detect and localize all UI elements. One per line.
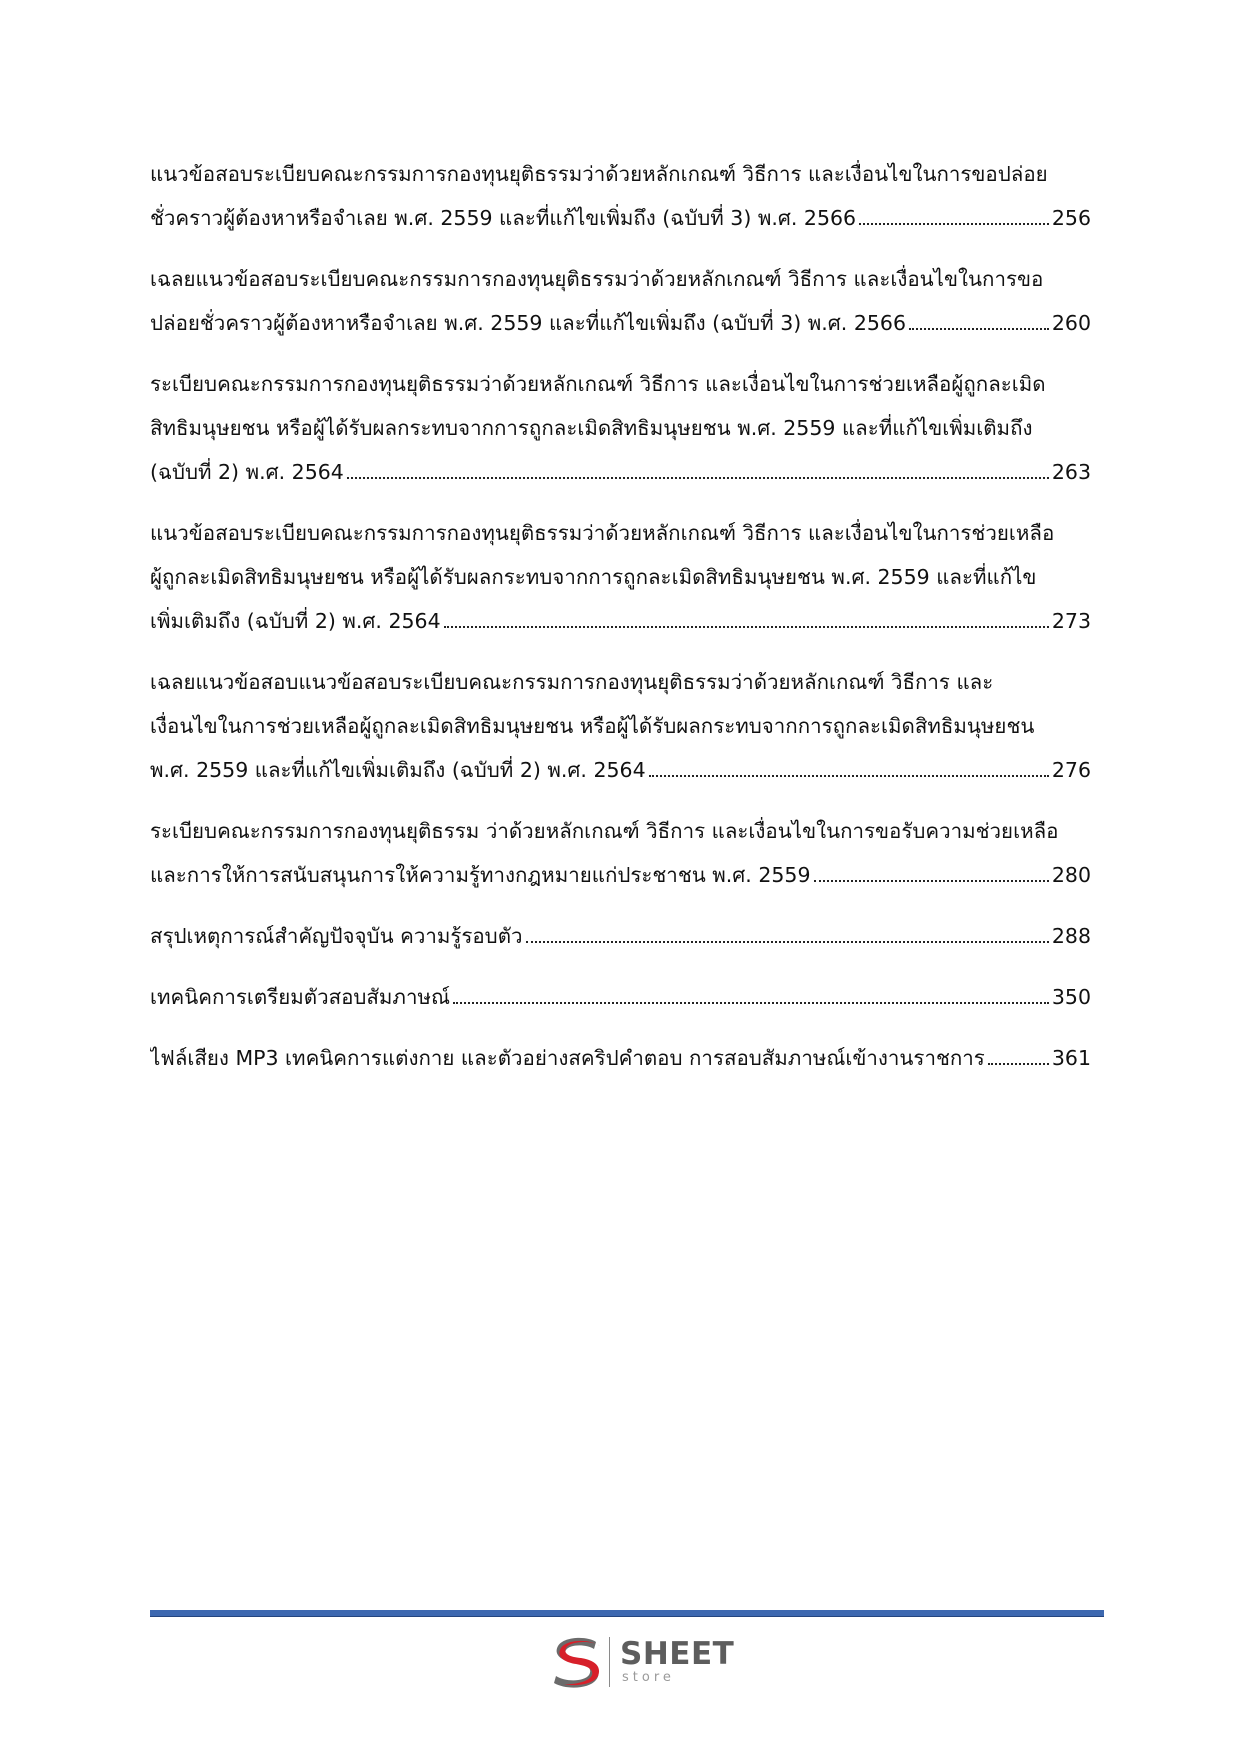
- toc-entry-last-line: [150, 853, 1091, 897]
- toc-entry-last-line: [150, 975, 1091, 1019]
- toc-entry-title-line: สรุปเหตุการณ์สำคัญปัจจุบัน ความรู้รอบตัว: [150, 924, 523, 948]
- toc-entry-title-line: ระเบียบคณะกรรมการกองทุนยุติธรรม ว่าด้วยหลักเกณฑ์ วิธีการ และเงื่อนไขในการขอรับความช่วยเหลือ: [150, 819, 1059, 843]
- toc-entry-title-line: เพิ่มเติมถึง (ฉบับที่ 2) พ.ศ. 2564: [150, 609, 441, 633]
- toc-dot-leader: [859, 223, 1049, 225]
- toc-entry-title-line: ปล่อยชั่วคราวผู้ต้องหาหรือจำเลย พ.ศ. 2559 และที่แก้ไขเพิ่มถึง (ฉบับที่ 3) พ.ศ. 2566: [150, 311, 906, 335]
- toc-page-number: 263: [1051, 460, 1091, 484]
- toc-entry[interactable]: [150, 257, 1091, 345]
- toc-page-number: 260: [1051, 311, 1091, 335]
- toc-dot-leader: [444, 626, 1049, 628]
- footer-divider: [150, 1610, 1104, 1617]
- toc-dot-leader: [909, 328, 1049, 330]
- toc-entry-last-line: [150, 599, 1091, 643]
- toc-entry[interactable]: [150, 362, 1091, 494]
- toc-entry-title-line: ระเบียบคณะกรรมการกองทุนยุติธรรมว่าด้วยหลักเกณฑ์ วิธีการ และเงื่อนไขในการช่วยเหลือผู้ถูกละเมิด: [150, 372, 1046, 396]
- toc-entry-title-line: แนวข้อสอบระเบียบคณะกรรมการกองทุนยุติธรรมว่าด้วยหลักเกณฑ์ วิธีการ และเงื่อนไขในการขอปล่อย: [150, 162, 1048, 186]
- toc-entry-title-line: แนวข้อสอบระเบียบคณะกรรมการกองทุนยุติธรรมว่าด้วยหลักเกณฑ์ วิธีการ และเงื่อนไขในการช่วยเหลือ: [150, 521, 1055, 545]
- toc-dot-leader: [988, 1063, 1049, 1065]
- toc-entry[interactable]: [150, 914, 1091, 958]
- toc-page-number: 288: [1051, 924, 1091, 948]
- toc-entry[interactable]: [150, 511, 1091, 643]
- toc-page-number: 273: [1051, 609, 1091, 633]
- toc-entry-last-line: [150, 914, 1091, 958]
- toc-entry-title-line: ชั่วคราวผู้ต้องหาหรือจำเลย พ.ศ. 2559 และที่แก้ไขเพิ่มถึง (ฉบับที่ 3) พ.ศ. 2566: [150, 206, 857, 230]
- toc-entry[interactable]: [150, 660, 1091, 792]
- logo-brand-text: SHEET: [620, 1636, 735, 1672]
- toc-entry[interactable]: [150, 152, 1091, 240]
- toc-entry-last-line: [150, 301, 1091, 345]
- toc-entry[interactable]: [150, 809, 1091, 897]
- toc-entry[interactable]: [150, 975, 1091, 1019]
- toc-entry-last-line: [150, 748, 1091, 792]
- toc-entry-last-line: [150, 1036, 1091, 1080]
- toc-entry-title-line: (ฉบับที่ 2) พ.ศ. 2564: [150, 460, 344, 484]
- toc-dot-leader: [649, 775, 1049, 777]
- sheet-store-s-logo-icon: [548, 1634, 610, 1690]
- toc-entry-title-line: ผู้ถูกละเมิดสิทธิมนุษยชน หรือผู้ได้รับผลกระทบจากการถูกละเมิดสิทธิมนุษยชน พ.ศ. 2559 และที่แก้ไข: [150, 565, 1037, 589]
- toc-entry-title-line: สิทธิมนุษยชน หรือผู้ได้รับผลกระทบจากการถูกละเมิดสิทธิมนุษยชน พ.ศ. 2559 และที่แก้ไขเพิ่มเติมถึง: [150, 416, 1033, 440]
- toc-entry-title-line: เทคนิคการเตรียมตัวสอบสัมภาษณ์: [150, 985, 450, 1009]
- toc-entry-last-line: [150, 196, 1091, 240]
- sheet-store-logo: [548, 1632, 735, 1692]
- toc-page-number: 280: [1051, 863, 1091, 887]
- toc-entry[interactable]: [150, 1036, 1091, 1080]
- toc-entry-title-line: พ.ศ. 2559 และที่แก้ไขเพิ่มเติมถึง (ฉบับที่ 2) พ.ศ. 2564: [150, 758, 646, 782]
- toc-dot-leader: [814, 880, 1049, 882]
- toc-dot-leader: [347, 477, 1049, 479]
- toc-entry-last-line: [150, 450, 1091, 494]
- toc-dot-leader: [526, 941, 1049, 943]
- toc-entry-title-line: และการให้การสนับสนุนการให้ความรู้ทางกฎหมายแก่ประชาชน พ.ศ. 2559: [150, 863, 811, 887]
- toc-page-number: 276: [1051, 758, 1091, 782]
- table-of-contents: [150, 152, 1091, 1097]
- toc-entry-title-line: เฉลยแนวข้อสอบแนวข้อสอบระเบียบคณะกรรมการกองทุนยุติธรรมว่าด้วยหลักเกณฑ์ วิธีการ และ: [150, 670, 994, 694]
- logo-subtext: store: [622, 1670, 675, 1685]
- toc-entry-title-line: เงื่อนไขในการช่วยเหลือผู้ถูกละเมิดสิทธิมนุษยชน หรือผู้ได้รับผลกระทบจากการถูกละเมิดสิทธิมนุษยชน: [150, 714, 1035, 738]
- toc-page-number: 256: [1051, 206, 1091, 230]
- toc-page-number: 350: [1051, 985, 1091, 1009]
- toc-dot-leader: [453, 1002, 1049, 1004]
- toc-entry-title-line: ไฟล์เสียง MP3 เทคนิคการแต่งกาย และตัวอย่างสคริปคำตอบ การสอบสัมภาษณ์เข้างานราชการ: [150, 1046, 985, 1070]
- toc-page-number: 361: [1051, 1046, 1091, 1070]
- toc-entry-title-line: เฉลยแนวข้อสอบระเบียบคณะกรรมการกองทุนยุติธรรมว่าด้วยหลักเกณฑ์ วิธีการ และเงื่อนไขในการขอ: [150, 267, 1044, 291]
